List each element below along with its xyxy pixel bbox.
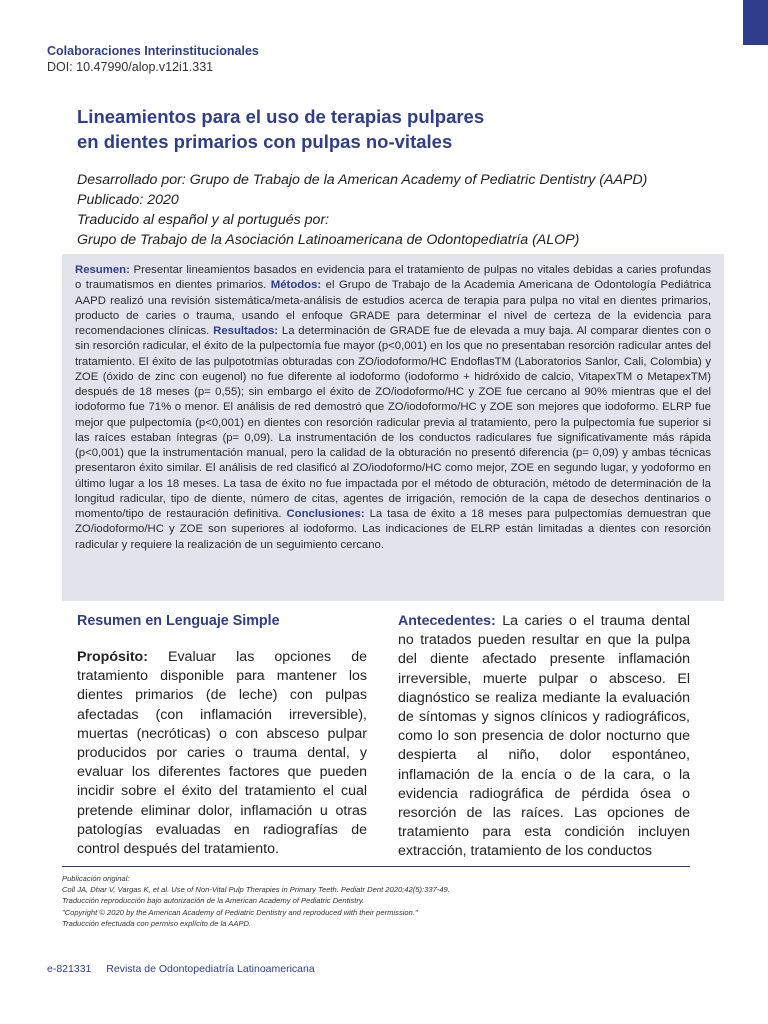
abstract-conclusiones-label: Conclusiones: bbox=[286, 508, 365, 520]
footnote-line: Publicación original: bbox=[62, 874, 130, 883]
abstract-resultados-label: Resultados: bbox=[213, 325, 279, 337]
footnote-line: Coll JA, Dhar V, Vargas K, et al. Use of Non-Vital Pulp Therapies in Primary Teeth. Pediatr Dent 2020;42(5):337-49. bbox=[62, 885, 450, 895]
footnotes bbox=[62, 873, 702, 929]
abstract-resumen-label: Resumen: bbox=[75, 264, 130, 276]
purpose-label: Propósito: bbox=[77, 649, 148, 665]
translated-by: Traducido al español y al portugués por: bbox=[77, 212, 330, 228]
journal-name: Revista de Odontopediatría Latinoamericana bbox=[106, 963, 315, 975]
translation-group: Grupo de Trabajo de la Asociación Latinoamericana de Odontopediatría (ALOP) bbox=[77, 232, 580, 248]
purpose-text: Evaluar las opciones de tratamiento disponible para mantener los dientes primarios (de leche) con pulpas afectadas (con inflamación irreversible), muertas (necróticas) o con absceso pulpar producidos por caries o trauma dental, y evaluar los diferentes factores que pueden incidir sobre el éxito del tratamiento el cual pretende eliminar dolor, inflamación u otras patologías evaluadas en radiografías de control después del tratamiento. bbox=[77, 649, 367, 858]
abstract-metodos-label: Métodos: bbox=[270, 279, 322, 292]
simple-summary-heading: Resumen en Lenguaje Simple bbox=[77, 613, 280, 629]
background-text: La caries o el trauma dental no tratados pueden resultar en que la pulpa del diente afectado presente inflamación irreversible, muerte pulpar o absceso. El diagnóstico se realiza mediante la evaluación de síntomas y signos clínicos y radiográficos, como lo son presencia de dolor nocturno que despierta al niño, dolor espontáneo, inflamación de la encía o de la cara, o la evidencia radiográfica de pérdida ósea o resorción de las raíces. Las opciones de tratamiento para esta condición incluyen extracción, tratamiento de los conductos bbox=[398, 613, 690, 860]
left-column bbox=[77, 612, 367, 859]
developed-by: Desarrollado por: Grupo de Trabajo de la American Academy of Pediatric Dentistry (AAPD) bbox=[77, 172, 648, 188]
purpose-paragraph bbox=[77, 648, 367, 859]
abstract-box bbox=[62, 254, 724, 601]
credits-block bbox=[77, 170, 717, 250]
footnote-line: Traducción reproducción bajo autorización de la American Academy of Pediatric Dentistry. bbox=[62, 896, 365, 906]
doi[interactable]: DOI: 10.47990/alop.v12i1.331 bbox=[47, 60, 214, 74]
article-title bbox=[77, 104, 697, 154]
published-year: Publicado: 2020 bbox=[77, 192, 179, 208]
abstract-metodos-text: el Grupo de Trabajo de la Academia Americana de Odontología Pediátrica AAPD realizó una revisión sistemática/meta-análisis de estudios acerca de terapia para pulpa no vital en dientes primarios, producto de caries o trauma, usando el enfoque GRADE para determinar el nivel de certeza de la evidencia para recomendaciones clínicas. bbox=[75, 279, 711, 337]
footnote-divider bbox=[62, 866, 690, 867]
title-line-1: Lineamientos para el uso de terapias pulpares bbox=[77, 106, 485, 127]
section-label: Colaboraciones Interinstitucionales bbox=[47, 44, 259, 58]
background-label: Antecedentes: bbox=[398, 613, 496, 629]
right-column bbox=[398, 612, 690, 867]
abstract-resultados-text: La determinación de GRADE fue de elevada a muy baja. Al comparar dientes con o sin resorción radicular, el éxito de la pulpectomía fue mayor (p<0,001) en los que no presentaban resorción radicular antes del tratamiento. El éxito de las pulpototmías obturadas con ZO/iodoformo/HC EndoflasTM (Laboratorios Sanlor, Cali, Colombia) y ZOE (óxido de zinc con eugenol) no fue diferente al iodoformo (iodoformo + hidróxido de calcio, VitapexTM o MetapexTM) después de 18 meses (p= 0,55); sin embargo el éxito de ZO/iodoformo/HC y ZOE fue cercano al 90% mientras que el del iodoformo fue 71% o menor. El análisis de red demostró que ZO/iodoformo/HC y ZOE son mejores que iodoformo. ELRP fue mejor que pulpectomía (p<0,001) en dientes con resorción radicular previa al tratamiento, pero la pulpectomía fue superior si las raíces estaban íntegras (p= 0,09). La instrumentación de los conductos radiculares fue significativamente más rápida (p<0,001) que la instrumentación manual, pero la calidad de la obturación no presentó diferencia (p= 0,09) y ambas técnicas presentaron éxito similar. El análisis de red clasificó al ZO/iodoformo/HC como mejor, ZOE en segundo lugar, y yodoformo en último lugar a los 18 meses. La tasa de éxito no fue impactada por el método de obturación, método de determinación de la longitud radicular, tipo de diente, número de citas, agentes de irrigación, remoción de la capa de desechos dentinarios o momento/tipo de restauración definitiva. bbox=[75, 325, 711, 520]
corner-accent-bar bbox=[743, 0, 768, 45]
abstract-conclusiones-text: La tasa de éxito a 18 meses para pulpectomías demuestran que ZO/iodoformo/HC y ZOE son superiores al iodoformo. Las indicaciones de ELRP están limitadas a dientes con resorción radicular y requiere la realización de un seguimiento cercano. bbox=[75, 508, 711, 551]
page-footer bbox=[47, 963, 315, 975]
page-number: e-821331 bbox=[47, 963, 92, 975]
background-paragraph bbox=[398, 612, 690, 862]
abstract-resumen-text: Presentar lineamientos basados en evidencia para el tratamiento de pulpas no vitales debidas a caries profundas o traumatismos en dientes primarios. bbox=[75, 264, 711, 292]
footnote-line: "Copyright © 2020 by the American Academy of Pediatric Dentistry and reproduced with their permission." bbox=[62, 907, 418, 917]
title-line-2: en dientes primarios con pulpas no-vitales bbox=[77, 131, 453, 152]
footnote-line: Traducción efectuada con permiso explícito de la AAPD. bbox=[62, 918, 252, 928]
